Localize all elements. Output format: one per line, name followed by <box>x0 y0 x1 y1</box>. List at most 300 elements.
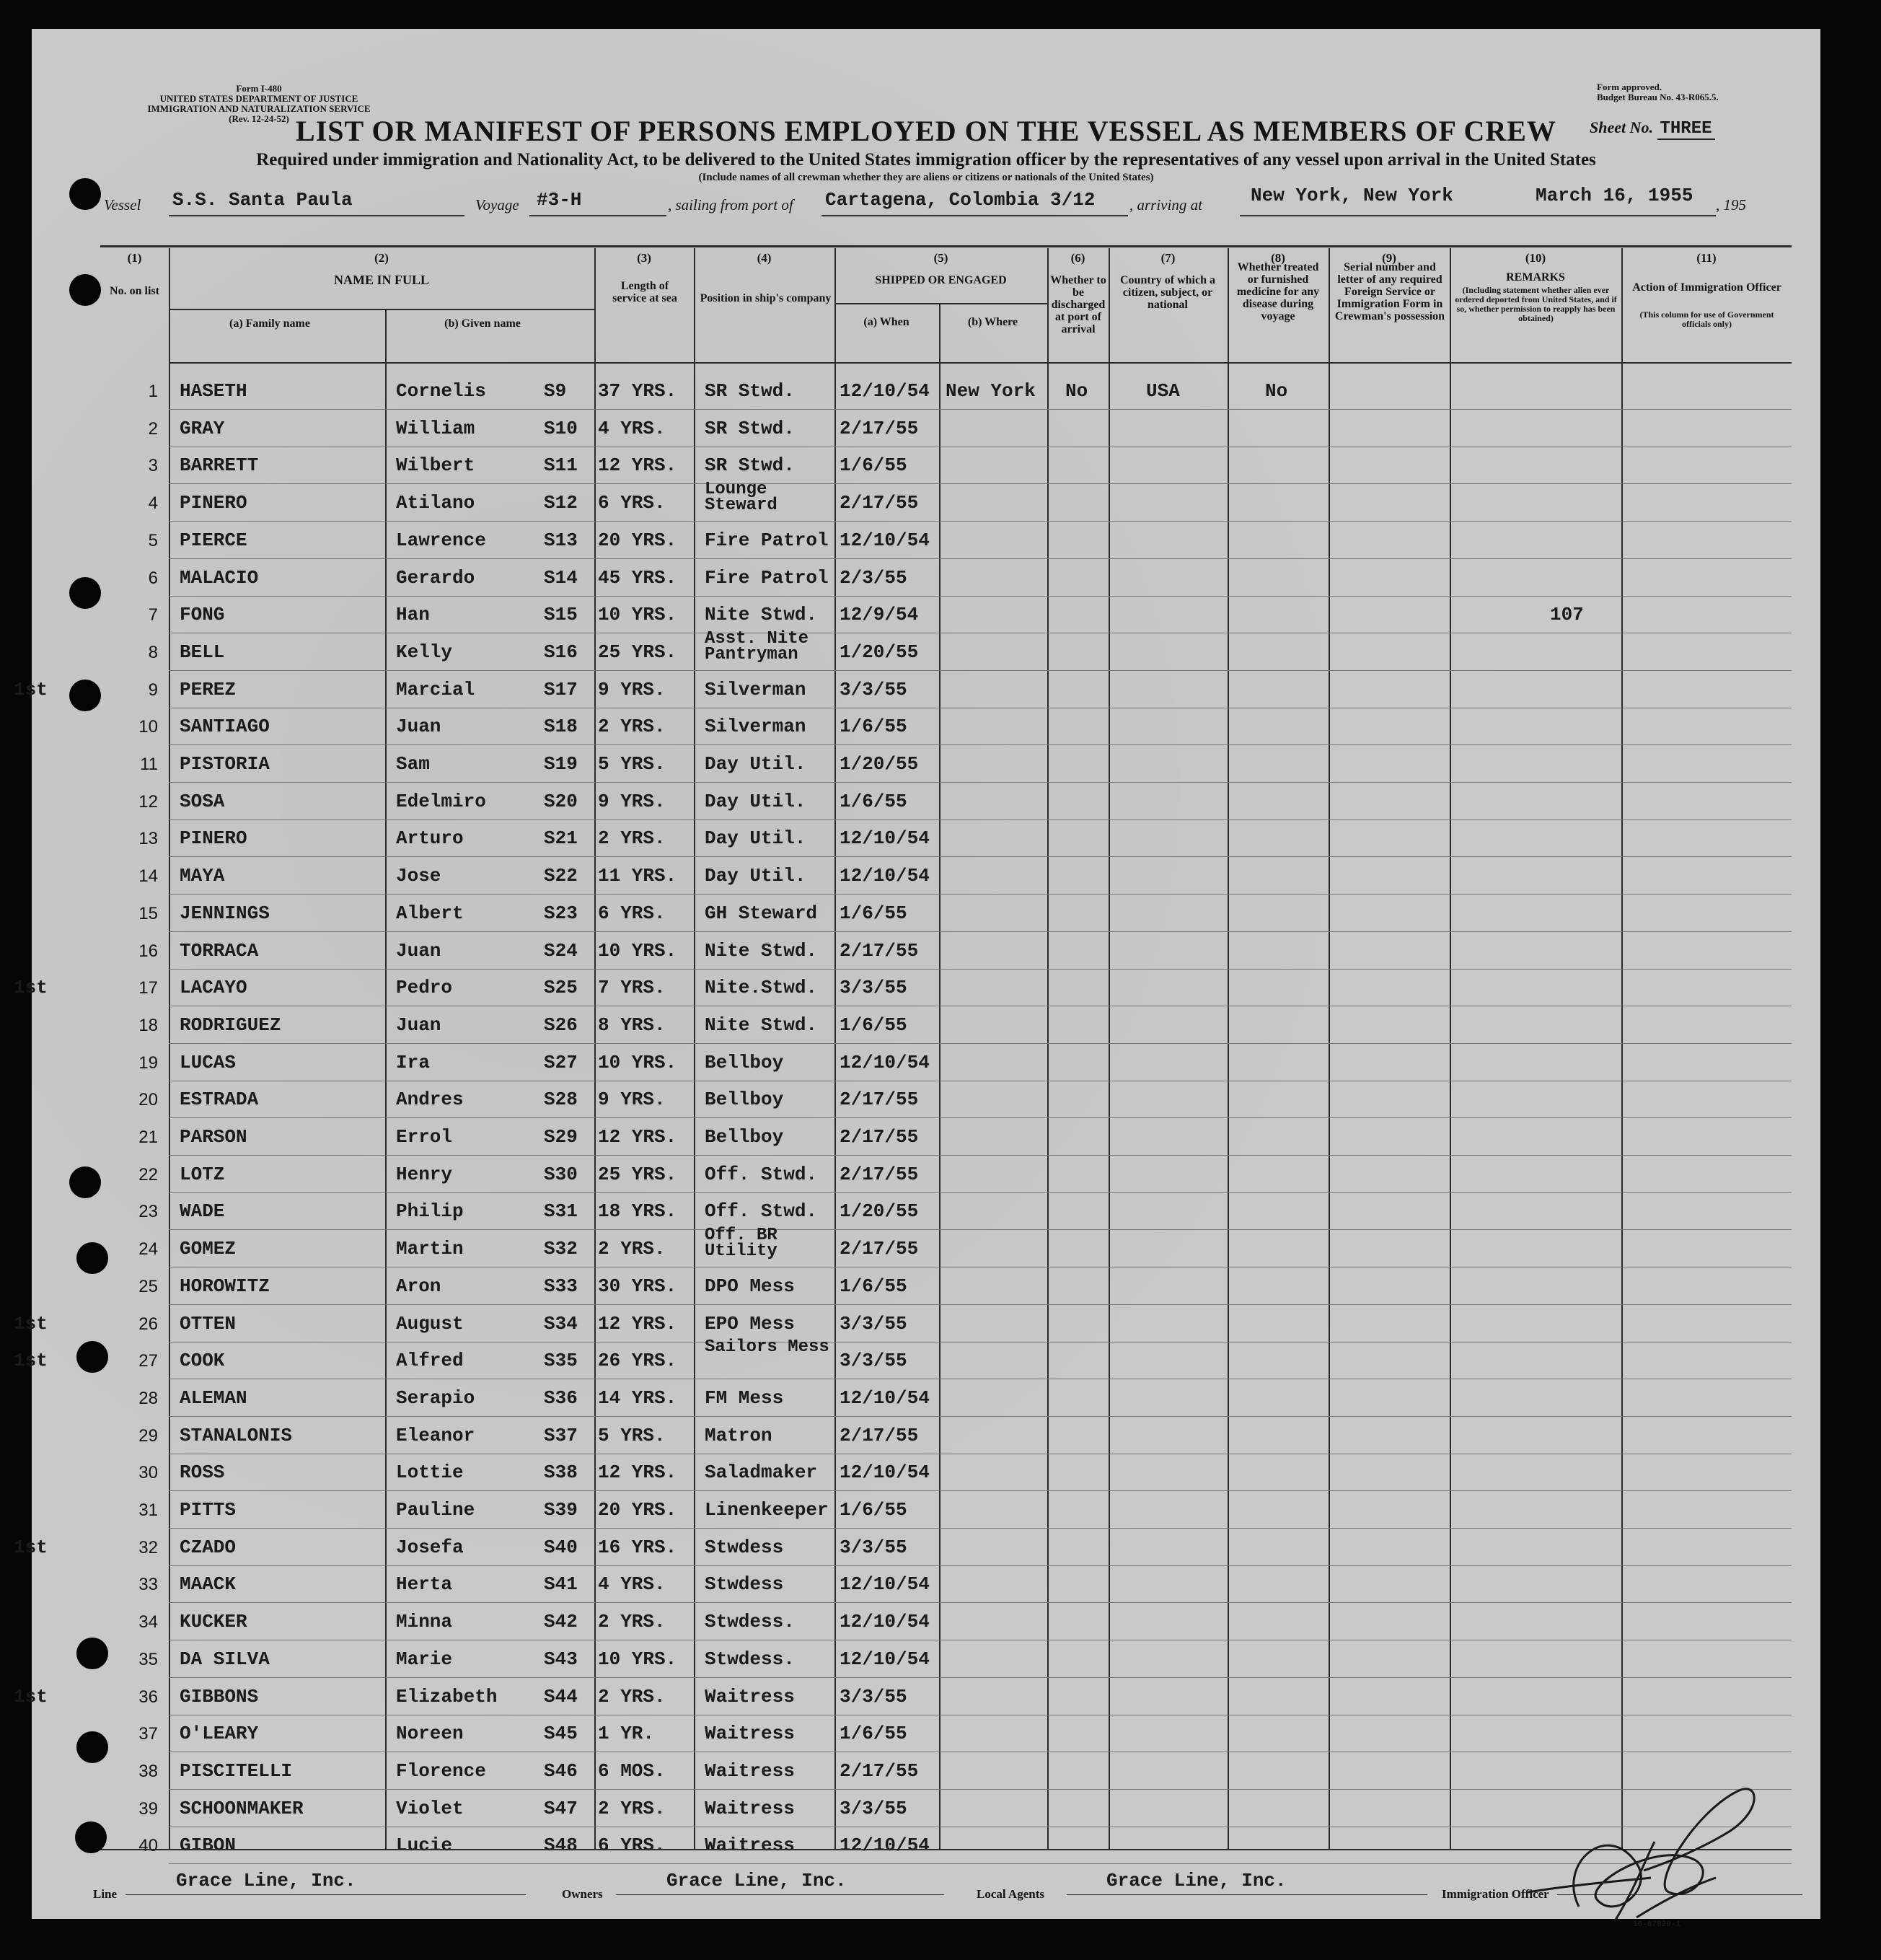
header-immigration-action: Action of Immigration Officer <box>1632 281 1781 294</box>
family-name: PARSON <box>180 1126 247 1148</box>
given-name: Pauline <box>396 1499 475 1521</box>
owners-label: Owners <box>562 1887 603 1901</box>
family-name: TORRACA <box>180 939 259 962</box>
crew-code: S46 <box>544 1759 578 1782</box>
punch-hole <box>69 274 101 306</box>
position: Day Util. <box>705 790 806 812</box>
crew-code: S34 <box>544 1312 578 1335</box>
crew-code: S11 <box>544 454 578 477</box>
shipped-when: 1/6/55 <box>840 454 907 477</box>
crew-code: S42 <box>544 1611 578 1633</box>
margin-note: 1st <box>14 1685 48 1708</box>
punch-hole <box>69 577 101 609</box>
list-number: 22 <box>138 1164 158 1185</box>
header-when: (a) When <box>863 316 909 328</box>
manifest-sheet <box>14 29 1820 1929</box>
shipped-when: 1/6/55 <box>840 716 907 738</box>
length-of-service: 25 YRS. <box>598 641 677 663</box>
shipped-when: 12/10/54 <box>840 1648 930 1670</box>
shipped-when: 1/20/55 <box>840 1200 919 1223</box>
shipped-when: 12/10/54 <box>840 1834 930 1857</box>
list-number: 33 <box>138 1575 158 1595</box>
crew-code: S45 <box>544 1723 578 1745</box>
list-number: 9 <box>148 680 158 700</box>
remark: 107 <box>1550 604 1584 626</box>
form-title: LIST OR MANIFEST OF PERSONS EMPLOYED ON THE VESSEL AS MEMBERS OF CREW <box>296 115 1556 147</box>
position: Off. BR Utility <box>705 1226 777 1262</box>
position: Bellboy <box>705 1051 784 1073</box>
position: Nite Stwd. <box>705 939 818 962</box>
shipped-when: 2/17/55 <box>840 492 919 514</box>
list-number: 14 <box>138 866 158 887</box>
margin-note: 1st <box>14 1536 48 1558</box>
given-name: Minna <box>396 1611 453 1633</box>
column-number: (8) <box>1271 251 1285 265</box>
position: Nite Stwd. <box>705 1014 818 1036</box>
header-length-of-service: Length of service at sea <box>612 280 677 304</box>
crew-code: S32 <box>544 1238 578 1260</box>
shipped-when: 2/3/55 <box>840 566 907 589</box>
list-number: 17 <box>138 978 158 998</box>
list-number: 37 <box>138 1724 158 1744</box>
list-number: 3 <box>148 456 158 476</box>
position: SR Stwd. <box>705 454 795 477</box>
position: Day Util. <box>705 827 806 850</box>
family-name: BELL <box>180 641 225 663</box>
list-number: 13 <box>138 829 158 849</box>
position: Bellboy <box>705 1126 784 1148</box>
family-name: SCHOONMAKER <box>180 1797 304 1819</box>
length-of-service: 20 YRS. <box>598 1499 677 1521</box>
list-number: 12 <box>138 791 158 812</box>
given-name: Serapio <box>396 1386 475 1409</box>
length-of-service: 12 YRS. <box>598 1462 677 1484</box>
header-name-in-full: NAME IN FULL <box>333 273 429 287</box>
crew-code: S10 <box>544 417 578 439</box>
given-name: Albert <box>396 902 464 924</box>
header-remarks: REMARKS <box>1506 271 1565 284</box>
shipped-when: 3/3/55 <box>840 1312 907 1335</box>
given-name: Herta <box>396 1573 453 1596</box>
shipped-when: 1/6/55 <box>840 790 907 812</box>
position: Day Util. <box>705 753 806 775</box>
family-name: CZADO <box>180 1536 237 1558</box>
family-name: KUCKER <box>180 1611 247 1633</box>
vessel-label: Vessel <box>104 196 141 214</box>
family-name: PIERCE <box>180 529 247 551</box>
crew-code: S16 <box>544 641 578 663</box>
shipped-when: 12/9/54 <box>840 604 919 626</box>
crew-code: S12 <box>544 492 578 514</box>
length-of-service: 45 YRS. <box>598 566 677 589</box>
family-name: PEREZ <box>180 678 237 700</box>
given-name: Martin <box>396 1238 464 1260</box>
length-of-service: 37 YRS. <box>598 380 677 402</box>
shipped-when: 3/3/55 <box>840 1350 907 1372</box>
list-number: 8 <box>148 642 158 662</box>
position: Waitress <box>705 1759 795 1782</box>
column-number: (1) <box>127 251 142 265</box>
crew-code: S28 <box>544 1089 578 1111</box>
sailing-label: , sailing from port of <box>668 196 793 214</box>
column-number: (11) <box>1696 251 1717 265</box>
length-of-service: 2 YRS. <box>598 827 666 850</box>
citizenship-country: USA <box>1146 380 1180 402</box>
shipped-when: 2/17/55 <box>840 1759 919 1782</box>
family-name: ALEMAN <box>180 1386 247 1409</box>
form-id-line: IMMIGRATION AND NATURALIZATION SERVICE <box>147 103 371 114</box>
family-name: MALACIO <box>180 566 259 589</box>
crew-code: S44 <box>544 1685 578 1708</box>
arriving-label: , arriving at <box>1129 196 1202 214</box>
shipped-when: 12/10/54 <box>840 529 930 551</box>
given-name: Andres <box>396 1089 464 1111</box>
position: Stwdess <box>705 1536 784 1558</box>
given-name: Jose <box>396 865 441 887</box>
list-number: 15 <box>138 903 158 923</box>
position: Nite Stwd. <box>705 604 818 626</box>
family-name: LACAYO <box>180 977 247 999</box>
given-name: Atilano <box>396 492 475 514</box>
given-name: Lottie <box>396 1462 464 1484</box>
shipped-when: 1/20/55 <box>840 641 919 663</box>
header-position: Position in ship's company <box>700 292 832 304</box>
position: Stwdess. <box>705 1648 795 1670</box>
budget-approval <box>1597 82 1813 102</box>
agents-value: Grace Line, Inc. <box>1106 1870 1287 1891</box>
shipped-when: 2/17/55 <box>840 417 919 439</box>
punch-hole <box>69 680 101 711</box>
given-name: Juan <box>396 1014 441 1036</box>
position: Stwdess <box>705 1573 784 1596</box>
family-name: GOMEZ <box>180 1238 237 1260</box>
given-name: Florence <box>396 1759 486 1782</box>
crew-code: S9 <box>544 380 567 402</box>
list-number: 40 <box>138 1836 158 1856</box>
family-name: MAACK <box>180 1573 237 1596</box>
family-name: GRAY <box>180 417 225 439</box>
length-of-service: 6 YRS. <box>598 1834 666 1857</box>
crew-code: S19 <box>544 753 578 775</box>
position: Nite.Stwd. <box>705 977 818 999</box>
header-where: (b) Where <box>967 316 1018 328</box>
crew-code: S37 <box>544 1424 578 1446</box>
given-name: Arturo <box>396 827 464 850</box>
family-name: OTTEN <box>180 1312 237 1335</box>
column-number: (3) <box>637 251 651 265</box>
shipped-when: 3/3/55 <box>840 1685 907 1708</box>
length-of-service: 12 YRS. <box>598 1126 677 1148</box>
footer <box>93 1867 1810 1917</box>
crew-code: S20 <box>544 790 578 812</box>
family-name: PINERO <box>180 827 247 850</box>
line-value: Grace Line, Inc. <box>176 1870 356 1891</box>
header-family-name: (a) Family name <box>229 317 310 330</box>
header-remarks-note: (Including statement whether alien ever ordered deported from United States, and if so, whether permission to reapply has been obtained) <box>1455 285 1617 323</box>
shipped-when: 2/17/55 <box>840 1089 919 1111</box>
list-number: 16 <box>138 941 158 961</box>
family-name: HOROWITZ <box>180 1275 270 1297</box>
length-of-service: 5 YRS. <box>598 1424 666 1446</box>
position: GH Steward <box>705 902 818 924</box>
length-of-service: 10 YRS. <box>598 1051 677 1073</box>
family-name: HASETH <box>180 380 247 402</box>
family-name: WADE <box>180 1200 225 1223</box>
crew-code: S23 <box>544 902 578 924</box>
given-name: Eleanor <box>396 1424 475 1446</box>
print-stamp: 16-87829-1 <box>1633 1920 1681 1929</box>
family-name: PINERO <box>180 492 247 514</box>
list-number: 29 <box>138 1425 158 1446</box>
column-number: (4) <box>757 251 772 265</box>
agents-label: Local Agents <box>977 1887 1044 1901</box>
owners-value: Grace Line, Inc. <box>666 1870 847 1891</box>
given-name: Gerardo <box>396 566 475 589</box>
shipped-when: 12/10/54 <box>840 865 930 887</box>
margin-note: 1st <box>14 678 48 700</box>
length-of-service: 5 YRS. <box>598 753 666 775</box>
list-number: 30 <box>138 1463 158 1483</box>
punch-hole <box>76 1242 108 1274</box>
shipped-when: 12/10/54 <box>840 1462 930 1484</box>
family-name: DA SILVA <box>180 1648 270 1670</box>
length-of-service: 12 YRS. <box>598 1312 677 1335</box>
list-number: 28 <box>138 1388 158 1408</box>
crew-code: S18 <box>544 716 578 738</box>
punch-hole <box>75 1821 107 1853</box>
given-name: Violet <box>396 1797 464 1819</box>
crew-code: S17 <box>544 678 578 700</box>
margin-note: 1st <box>14 1312 48 1335</box>
port-from: Cartagena, Colombia 3/12 <box>825 189 1096 211</box>
given-name: Lawrence <box>396 529 486 551</box>
voyage-line <box>104 185 1806 216</box>
shipped-when: 1/6/55 <box>840 902 907 924</box>
list-number: 2 <box>148 418 158 439</box>
given-name: Ira <box>396 1051 430 1073</box>
list-number: 10 <box>138 717 158 737</box>
crew-code: S26 <box>544 1014 578 1036</box>
given-name: Errol <box>396 1126 453 1148</box>
shipped-when: 1/20/55 <box>840 753 919 775</box>
position: Asst. Nite Pantryman <box>705 628 809 664</box>
list-number: 23 <box>138 1202 158 1222</box>
list-number: 19 <box>138 1052 158 1073</box>
family-name: O'LEARY <box>180 1723 259 1745</box>
family-name: PITTS <box>180 1499 237 1521</box>
family-name: GIBON <box>180 1834 237 1857</box>
header-country: Country of which a citizen, subject, or national <box>1119 274 1215 311</box>
given-name: Han <box>396 604 430 626</box>
shipped-when: 12/10/54 <box>840 1573 930 1596</box>
list-number: 1 <box>148 382 158 401</box>
length-of-service: 6 YRS. <box>598 902 666 924</box>
given-name: Aron <box>396 1275 441 1297</box>
position: Off. Stwd. <box>705 1163 818 1185</box>
length-of-service: 9 YRS. <box>598 790 666 812</box>
header-serial-number: Serial number and letter of any required Foreign Service or Immigration Form in Crewman's possession <box>1334 261 1445 322</box>
form-subtitle: Required under immigration and Nationality Act, to be delivered to the United States immigration officer by the representatives of any vessel upon arrival in the United States <box>256 150 1596 170</box>
position: Matron <box>705 1424 772 1446</box>
crew-code: S25 <box>544 977 578 999</box>
crew-code: S14 <box>544 566 578 589</box>
family-name: BARRETT <box>180 454 259 477</box>
port-to: New York, New York <box>1251 185 1453 206</box>
length-of-service: 8 YRS. <box>598 1014 666 1036</box>
position: Fire Patrol <box>705 529 829 551</box>
voyage-number: #3-H <box>537 189 582 211</box>
position: Silverman <box>705 678 806 700</box>
position: Saladmaker <box>705 1462 818 1484</box>
crew-code: S39 <box>544 1499 578 1521</box>
crew-code: S47 <box>544 1797 578 1819</box>
position: SR Stwd. <box>705 380 795 402</box>
list-number: 38 <box>138 1761 158 1781</box>
list-number: 27 <box>138 1351 158 1371</box>
position: Waitress <box>705 1723 795 1745</box>
arrival-date: March 16, 1955 <box>1536 185 1693 206</box>
length-of-service: 26 YRS. <box>598 1350 677 1372</box>
length-of-service: 6 YRS. <box>598 492 666 514</box>
given-name: Marcial <box>396 678 475 700</box>
shipped-when: 3/3/55 <box>840 1797 907 1819</box>
include-note: (Include names of all crewman whether they are aliens or citizens or nationals of the United States) <box>698 172 1154 183</box>
shipped-when: 12/10/54 <box>840 1051 930 1073</box>
shipped-when: 3/3/55 <box>840 1536 907 1558</box>
crew-code: S40 <box>544 1536 578 1558</box>
family-name: RODRIGUEZ <box>180 1014 281 1036</box>
length-of-service: 2 YRS. <box>598 1238 666 1260</box>
header-list-number: No. on list <box>110 285 159 297</box>
family-name: MAYA <box>180 865 225 887</box>
margin-note: 1st <box>14 1350 48 1372</box>
family-name: SOSA <box>180 790 225 812</box>
header-discharged: Whether to be discharged at port of arrival <box>1050 274 1106 335</box>
form-id-line: UNITED STATES DEPARTMENT OF JUSTICE <box>159 93 358 104</box>
position: Sailors Mess <box>705 1337 829 1358</box>
position: Waitress <box>705 1834 795 1857</box>
column-number: (2) <box>374 251 389 265</box>
shipped-when: 1/6/55 <box>840 1275 907 1297</box>
column-number: (10) <box>1525 251 1546 265</box>
given-name: Wilbert <box>396 454 475 477</box>
sheet-value: THREE <box>1657 119 1715 140</box>
crew-table <box>100 245 1792 1857</box>
position: Waitress <box>705 1797 795 1819</box>
list-number: 31 <box>138 1500 158 1520</box>
list-number: 20 <box>138 1090 158 1110</box>
family-name: JENNINGS <box>180 902 270 924</box>
list-number: 24 <box>138 1239 158 1260</box>
given-name: Alfred <box>396 1350 464 1372</box>
shipped-where: New York <box>946 380 1036 402</box>
given-name: Henry <box>396 1163 453 1185</box>
position: Fire Patrol <box>705 566 829 589</box>
list-number: 4 <box>148 493 158 514</box>
given-name: Edelmiro <box>396 790 486 812</box>
column-number: (7) <box>1160 251 1176 265</box>
punch-hole <box>76 1731 108 1763</box>
length-of-service: 2 YRS. <box>598 1685 666 1708</box>
shipped-when: 2/17/55 <box>840 1238 919 1260</box>
length-of-service: 6 MOS. <box>598 1759 666 1782</box>
family-name: PISTORIA <box>180 753 270 775</box>
given-name: Sam <box>396 753 430 775</box>
length-of-service: 20 YRS. <box>598 529 677 551</box>
length-of-service: 14 YRS. <box>598 1386 677 1409</box>
list-number: 5 <box>148 530 158 550</box>
year-suffix: , 195 <box>1716 196 1746 214</box>
given-name: Noreen <box>396 1723 464 1745</box>
length-of-service: 10 YRS. <box>598 604 677 626</box>
punch-hole <box>69 1166 101 1198</box>
column-number: (6) <box>1070 251 1085 265</box>
position: FM Mess <box>705 1386 784 1409</box>
given-name: Kelly <box>396 641 453 663</box>
crew-code: S31 <box>544 1200 578 1223</box>
length-of-service: 9 YRS. <box>598 678 666 700</box>
to-be-discharged: No <box>1065 380 1088 402</box>
list-number: 25 <box>138 1276 158 1296</box>
family-name: SANTIAGO <box>180 716 270 738</box>
position: Bellboy <box>705 1089 784 1111</box>
column-number: (5) <box>933 251 948 265</box>
length-of-service: 25 YRS. <box>598 1163 677 1185</box>
given-name: Elizabeth <box>396 1685 498 1708</box>
crew-code: S21 <box>544 827 578 850</box>
shipped-when: 12/10/54 <box>840 827 930 850</box>
crew-code: S48 <box>544 1834 578 1857</box>
given-name: August <box>396 1312 464 1335</box>
crew-code: S41 <box>544 1573 578 1596</box>
punch-hole <box>69 178 101 210</box>
position: EPO Mess <box>705 1312 795 1335</box>
header-shipped-engaged: SHIPPED OR ENGAGED <box>875 274 1007 286</box>
shipped-when: 2/17/55 <box>840 939 919 962</box>
list-number: 6 <box>148 568 158 588</box>
length-of-service: 7 YRS. <box>598 977 666 999</box>
position: SR Stwd. <box>705 417 795 439</box>
shipped-when: 1/6/55 <box>840 1723 907 1745</box>
family-name: FONG <box>180 604 225 626</box>
family-name: GIBBONS <box>180 1685 259 1708</box>
shipped-when: 3/3/55 <box>840 678 907 700</box>
shipped-when: 2/17/55 <box>840 1424 919 1446</box>
crew-code: S35 <box>544 1350 578 1372</box>
form-id-line: Form I-480 <box>236 83 282 94</box>
length-of-service: 2 YRS. <box>598 1797 666 1819</box>
crew-code: S30 <box>544 1163 578 1185</box>
budget-line: Budget Bureau No. 43-R065.5. <box>1597 92 1719 102</box>
family-name: PISCITELLI <box>180 1759 293 1782</box>
position: Waitress <box>705 1685 795 1708</box>
list-number: 7 <box>148 605 158 625</box>
given-name: Lucie <box>396 1834 453 1857</box>
punch-hole <box>76 1638 108 1669</box>
crew-code: S38 <box>544 1462 578 1484</box>
position: DPO Mess <box>705 1275 795 1297</box>
punch-hole <box>76 1341 108 1373</box>
crew-code: S24 <box>544 939 578 962</box>
shipped-when: 1/6/55 <box>840 1499 907 1521</box>
list-number: 18 <box>138 1015 158 1035</box>
position: Silverman <box>705 716 806 738</box>
list-number: 32 <box>138 1537 158 1557</box>
length-of-service: 2 YRS. <box>598 716 666 738</box>
family-name: LOTZ <box>180 1163 225 1185</box>
family-name: LUCAS <box>180 1051 237 1073</box>
shipped-when: 12/10/54 <box>840 1386 930 1409</box>
